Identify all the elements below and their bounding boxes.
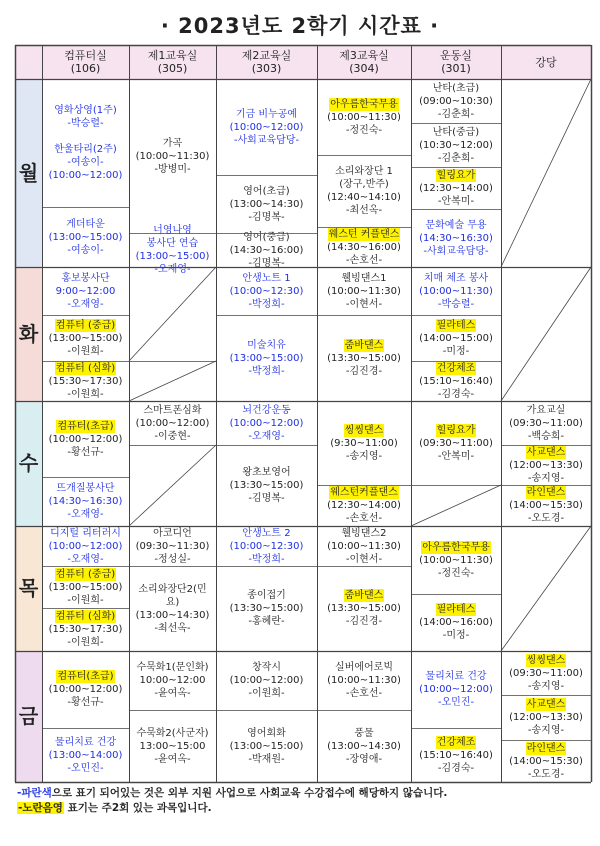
program-title: 사교댄스: [526, 446, 566, 458]
header-room-number: (303): [251, 62, 282, 75]
program-detail: (10:00~12:00): [229, 417, 304, 429]
program-detail: (14:00~15:30): [509, 755, 583, 767]
program-detail: (13:00~14:30): [229, 198, 304, 210]
program-title: 게더타운: [66, 218, 105, 230]
day-label-wed: 수: [15, 401, 42, 526]
program-title: 웨스턴커플댄스: [330, 487, 398, 498]
grid-lines: [15, 45, 591, 782]
program-detail: 9:00~12:00: [55, 285, 116, 297]
program-title: 가곡: [162, 137, 183, 149]
program-title: 너영나영: [153, 225, 192, 236]
program-title: 수묵화1(문인화): [136, 662, 209, 673]
program-detail: -여송이-: [67, 244, 104, 256]
program-detail: (10:00~12:00): [229, 675, 304, 686]
program-detail: -정진숙-: [437, 567, 475, 579]
program-title: 웰빙댄스1: [341, 272, 387, 284]
program-detail: -김춘희-: [437, 108, 475, 120]
program-title: 씽씽댄스: [526, 654, 566, 666]
program-detail: -오도경-: [527, 513, 565, 524]
program-title: 아우름한국무용: [422, 541, 490, 553]
note-blue-text: 으로 표기 되어있는 것은 외부 지원 사업으로 사회교육 수강접수에 해당하지 않습니다.: [51, 787, 448, 799]
program-detail: (15:30~17:30): [48, 375, 123, 387]
program-detail: (14:30~16:30): [419, 232, 493, 244]
header-room-name: 컴퓨터실: [64, 49, 107, 62]
program-detail: (12:30~14:00): [419, 182, 493, 194]
program-detail: -이중현-: [154, 430, 191, 442]
program-title: 수묵화2(사군자): [136, 727, 209, 739]
note-yellow: [17, 800, 212, 815]
program-title: 물리치료 건강: [54, 736, 117, 748]
program-detail: (13:00~15:00): [48, 581, 123, 593]
program-detail: (10:00~12:00): [135, 417, 210, 429]
program-title: 왕초보영어: [242, 467, 291, 478]
program-detail: (09:30~11:00): [419, 437, 493, 449]
program-title: 웰빙댄스2: [341, 527, 387, 539]
program-title: 안생노트 1: [242, 272, 291, 284]
empty-cell-slash: [501, 267, 591, 401]
program-title: 컴퓨터 (심화): [55, 611, 116, 622]
program-title: 스마트폰심화: [143, 404, 202, 416]
program-detail: 요): [165, 596, 180, 608]
program-detail: (10:00~12:00): [48, 684, 123, 695]
header-room-name: 강당: [535, 55, 557, 69]
program-detail: (09:30~11:30): [135, 540, 210, 552]
program-detail: -오민진-: [437, 697, 475, 708]
header-room-name: 제1교육실: [147, 49, 198, 62]
program-detail: -박정희-: [248, 298, 285, 310]
program-title: 컴퓨터(초급): [57, 420, 114, 432]
program-detail: (09:00~10:30): [419, 95, 493, 107]
program-detail: -이현서-: [345, 298, 383, 310]
program-detail: (10:00~11:30): [327, 540, 401, 552]
program-title: 난타(초급): [432, 82, 480, 94]
program-detail: (9:30~11:00): [330, 437, 398, 449]
program-detail: -홍혜란-: [248, 616, 285, 627]
program-detail: (13:00~14:30): [327, 740, 401, 752]
program-title: 라인댄스: [526, 742, 566, 754]
program-detail: (13:00~15:00): [48, 231, 123, 243]
program-detail: (09:30~11:00): [509, 417, 583, 429]
program-detail: -윤여옥-: [154, 753, 191, 765]
program-detail: -김경숙-: [437, 388, 475, 400]
program-detail: -박재원-: [248, 753, 285, 765]
program-title: 힐링요가: [436, 169, 476, 181]
program-detail: -미정-: [442, 345, 470, 357]
header-room-number: (106): [70, 62, 101, 75]
program-detail: -송지영-: [345, 450, 383, 462]
program-detail: -황선규-: [67, 446, 104, 458]
program-detail: (10:00~11:30): [419, 554, 493, 566]
program-detail: (13:30~15:00): [327, 603, 401, 614]
program-detail: -박승렬-: [437, 298, 475, 310]
program-detail: (15:10~16:40): [419, 749, 493, 761]
page-title: · 2023년도 2학기 시간표 ·: [160, 14, 440, 38]
program-detail: -안복미-: [437, 450, 475, 462]
program-detail: (10:00~12:00): [48, 433, 123, 445]
program-title: 웨스턴 커플댄스: [328, 228, 400, 240]
program-detail: (10:00~12:00): [229, 121, 304, 133]
program-detail: (13:30~15:00): [327, 352, 401, 364]
program-detail: -김춘희-: [437, 152, 475, 164]
program-title: 기금 비누공예: [235, 108, 298, 120]
program-detail: (10:00~12:30): [229, 285, 304, 297]
program-detail: (14:00~15:30): [509, 500, 583, 511]
program-title: 가요교실: [526, 404, 566, 416]
program-detail: -송지영-: [527, 472, 565, 484]
day-label-thu: 목: [15, 526, 42, 651]
program-detail: (13:30~15:00): [229, 480, 304, 491]
program-detail: -사회교육담당-: [423, 245, 489, 257]
program-detail: (12:30~14:00): [327, 500, 401, 511]
program-detail: 봉사단 연습: [146, 238, 199, 249]
program-title: 컴퓨터(초급): [57, 671, 114, 682]
program-detail: (15:10~16:40): [419, 375, 493, 387]
program-detail: -박정희-: [248, 553, 285, 565]
empty-cell-slash: [501, 526, 591, 651]
program-detail: (13:00~14:30): [135, 609, 210, 621]
header-room-number: (305): [157, 62, 188, 75]
program-title: 치매 체조 봉사: [423, 272, 489, 284]
program-detail: (14:30~16:00): [327, 241, 401, 253]
program-detail: -박승렬-: [67, 118, 104, 129]
program-detail: -오도경-: [527, 768, 565, 780]
program-detail: -김명복-: [248, 257, 285, 269]
program-title: 필라테스: [436, 319, 476, 331]
note-blue: [17, 785, 447, 800]
program-detail: (14:30~16:30): [48, 496, 123, 507]
program-detail: -오재영-: [67, 553, 104, 565]
program-detail: -사회교육담당-: [233, 134, 300, 146]
program-title: 문화예술 무용: [425, 219, 487, 231]
program-detail: (10:00~12:00): [48, 170, 123, 181]
program-title: 줌바댄스: [344, 339, 384, 351]
program-detail: 10:00~12:00: [139, 675, 206, 686]
program-title: 영어(초급): [243, 185, 290, 197]
program-detail: -김경숙-: [437, 762, 475, 774]
program-detail: (10:00~11:30): [419, 285, 493, 297]
program-title: 안생노트 2: [242, 527, 291, 539]
program-detail: -김진경-: [345, 365, 383, 377]
program-detail: -손호선-: [345, 688, 383, 699]
program-detail: -정성실-: [154, 553, 191, 565]
empty-cell-slash: [501, 79, 591, 267]
program-detail: (12:00~13:30): [509, 459, 583, 471]
program-title: 건강체조: [436, 736, 476, 748]
program-detail: (장구,반주): [339, 179, 389, 190]
program-detail: -이원희-: [67, 388, 104, 400]
program-detail: -이현서-: [345, 553, 383, 565]
program-detail: -오재영-: [67, 298, 104, 310]
header-room-number: (301): [441, 62, 471, 75]
program-detail: (13:00~15:00): [135, 251, 210, 262]
program-detail: (12:40~14:10): [327, 192, 401, 203]
program-title: 힐링요가: [436, 424, 476, 436]
program-title: 아우름한국무용: [330, 98, 398, 110]
program-title: 영어(중급): [243, 231, 290, 243]
program-detail: -황선규-: [67, 697, 104, 708]
program-title: 미술치유: [247, 339, 286, 351]
empty-cell-slash: [129, 445, 216, 526]
program-title: 컴퓨터 (중급): [55, 319, 116, 331]
program-title: 뇌건강운동: [242, 404, 291, 416]
program-title: 라인댄스: [526, 487, 566, 498]
program-detail: -오재영-: [248, 430, 285, 442]
program-detail: (10:00~11:30): [327, 675, 401, 686]
program-detail: -안복미-: [437, 195, 475, 207]
day-label-tue: 화: [15, 267, 42, 401]
program-title: 디지털 리터러시: [50, 527, 121, 539]
program-detail: -박정희-: [248, 365, 285, 377]
program-detail: (14:00~15:00): [419, 332, 493, 344]
note-yellow-text: 표기는 주2회 있는 과목입니다.: [63, 802, 212, 814]
program-detail: -손호선-: [345, 254, 383, 266]
program-title: 영어회화: [247, 727, 286, 739]
program-detail: -정진숙-: [345, 124, 383, 136]
program-title: 실버에어로빅: [335, 662, 393, 673]
program-title: 씽씽댄스: [344, 424, 384, 436]
note-yellow-key: -노란음영: [18, 802, 63, 814]
program-detail: -오재영-: [154, 264, 191, 275]
program-title: 풍물: [354, 727, 374, 739]
program-title: 난타(중급): [432, 126, 480, 138]
day-label-mon: 월: [15, 79, 42, 267]
program-detail: -오재영-: [67, 509, 104, 520]
empty-cell-slash: [411, 485, 501, 526]
program-detail: -이원희-: [67, 637, 104, 648]
program-detail: -송지영-: [527, 725, 565, 736]
program-detail: -김명복-: [248, 211, 285, 223]
program-detail: -최선옥-: [345, 205, 383, 216]
day-label-fri: 금: [15, 651, 42, 782]
program-detail: -오민진-: [67, 762, 104, 774]
header-room-name: 제3교육실: [339, 49, 389, 62]
program-detail: -최선옥-: [154, 622, 191, 634]
timetable-grid: [15, 45, 591, 782]
program-detail: -장영애-: [345, 753, 383, 765]
program-detail: -미정-: [442, 630, 470, 641]
program-title: 소리와장단2(민: [138, 583, 207, 595]
program-title: 종이접기: [247, 590, 286, 601]
program-detail: -이원희-: [248, 688, 285, 699]
program-title: 필라테스: [436, 604, 476, 615]
program-detail: (13:30~15:00): [229, 603, 304, 614]
program-detail: (09:30~11:00): [509, 667, 583, 679]
program-title: 영화상영(1주): [54, 105, 117, 116]
program-detail: -김명복-: [248, 493, 285, 504]
program-detail: (10:00~11:30): [135, 150, 210, 162]
program-detail: (14:00~16:00): [419, 617, 493, 628]
program-detail: -여송이-: [67, 157, 104, 168]
program-title: 컴퓨터 (심화): [55, 362, 116, 374]
program-detail: (10:00~11:30): [327, 111, 401, 123]
program-title: 줌바댄스: [344, 590, 384, 601]
program-detail: (10:00~12:30): [229, 540, 304, 552]
program-detail: (13:00~15:00): [229, 352, 304, 364]
program-detail: -이원희-: [67, 345, 104, 357]
header-room-number: (304): [349, 62, 379, 75]
program-detail: (14:30~16:00): [229, 244, 304, 256]
program-title: 건강체조: [436, 362, 476, 374]
program-detail: (10:00~11:30): [327, 285, 401, 297]
program-detail: (13:00~15:00): [229, 740, 304, 752]
empty-cell-slash: [129, 361, 216, 401]
program-detail: -방병미-: [154, 163, 191, 175]
program-detail: (15:30~17:30): [48, 624, 123, 635]
program-title: 홍보봉사단: [61, 272, 110, 284]
program-detail: (10:00~12:00): [48, 540, 123, 552]
program-detail: (10:30~12:00): [419, 139, 493, 151]
program-detail: 13:00~15:00: [139, 740, 206, 752]
program-title: 사교댄스: [526, 699, 566, 710]
program-detail: -윤여옥-: [154, 688, 191, 699]
program-detail: -손호선-: [345, 513, 383, 524]
program-detail: -김진경-: [345, 616, 383, 627]
program-detail: (13:00~14:00): [48, 749, 123, 761]
program-detail: (13:00~15:00): [48, 332, 123, 344]
program-detail: -송지영-: [527, 680, 565, 692]
program-detail: -이원희-: [67, 594, 104, 606]
program-detail: -백승희-: [527, 430, 565, 442]
program-detail: 한울타리(2주): [54, 144, 117, 155]
program-title: 물리치료 건강: [425, 671, 487, 682]
program-title: 뜨개질봉사단: [56, 483, 115, 494]
program-title: 컴퓨터 (중급): [55, 568, 116, 580]
header-room-name: 제2교육실: [241, 49, 292, 62]
program-title: 소리와장단 1: [335, 166, 393, 177]
program-title: 아코디언: [153, 527, 192, 539]
program-title: 창작시: [252, 662, 281, 673]
program-detail: (10:00~12:00): [419, 684, 493, 695]
header-room-name: 운동실: [440, 49, 472, 62]
empty-cell-slash: [129, 267, 216, 361]
program-detail: (12:00~13:30): [509, 712, 583, 723]
note-blue-key: -파란색: [17, 787, 52, 799]
